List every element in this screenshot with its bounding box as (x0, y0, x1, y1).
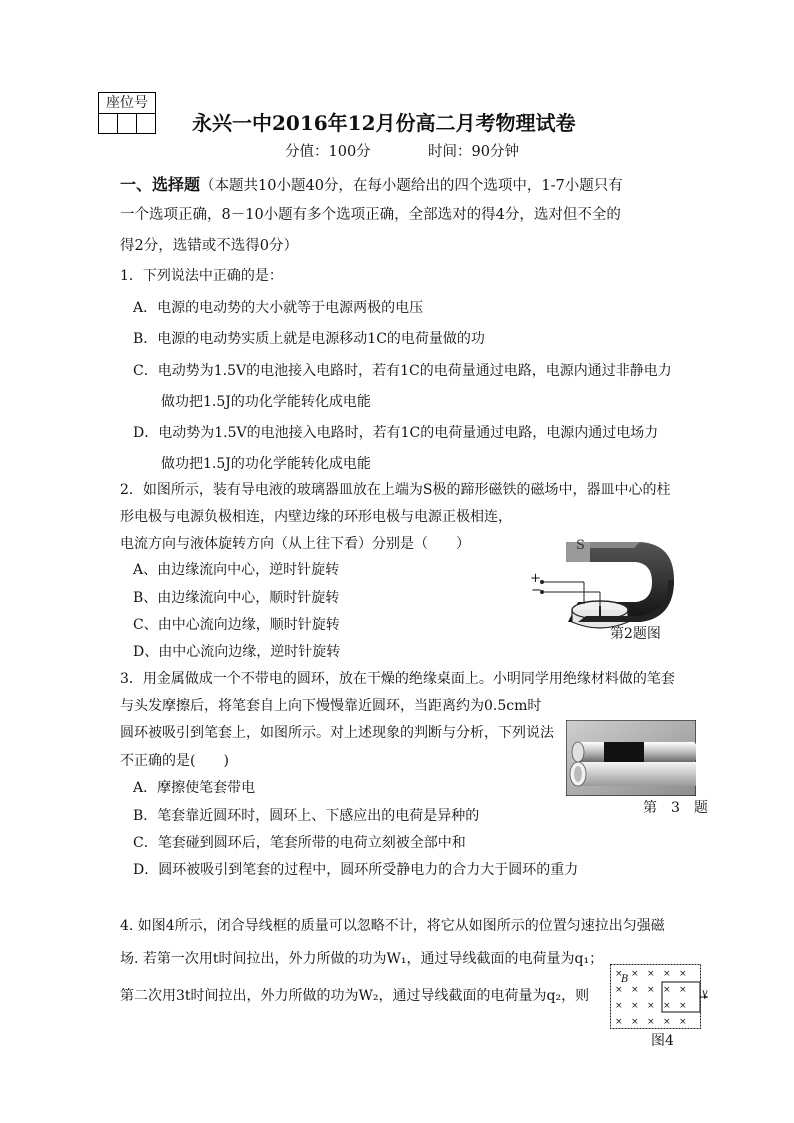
q3-option-b: B．笔套靠近圆环时，圆环上、下感应出的电荷是异种的 (133, 808, 480, 824)
q1-option-c-line2: 做功把1.5J的功化学能转化成电能 (161, 394, 371, 410)
field-cross-marker: × (615, 1017, 623, 1027)
exam-time: 时间：90分钟 (428, 144, 519, 160)
q2-figure-caption: 第2题图 (610, 626, 661, 642)
field-cross-marker: × (631, 1017, 639, 1027)
q2-stem-line3: 电流方向与液体旋转方向（从上往下看）分别是（ ） (120, 536, 470, 552)
exam-title: 永兴一中2016年12月份高二月考物理试卷 (192, 111, 576, 135)
q3-stem-line4: 不正确的是( ) (120, 753, 229, 769)
q2-option-b: B、由边缘流向中心，顺时针旋转 (133, 590, 340, 606)
field-cross-marker: × (647, 969, 655, 979)
q2-option-c: C、由中心流向边缘，顺时针旋转 (133, 617, 340, 633)
field-cross-marker: × (679, 985, 687, 995)
field-cross-marker: × (679, 1017, 687, 1027)
q4-figure-caption: 图4 (651, 1033, 674, 1049)
q3-stem-line3: 圆环被吸引到笔套上，如图所示。对上述现象的判断与分析，下列说法 (120, 725, 554, 741)
exam-score: 分值：100分 (285, 144, 371, 160)
seat-number-box (98, 92, 156, 134)
q4-stem-line3: 第二次用3t时间拉出，外力所做的功为W₂，通过导线截面的电荷量为q₂，则 (120, 988, 590, 1004)
q3-option-a: A．摩擦使笔套带电 (133, 780, 256, 796)
q4-figure-v-label: v (702, 988, 708, 999)
q2-figure-s-pole-label: S (576, 538, 585, 553)
field-cross-marker: × (663, 1017, 671, 1027)
q3-pen-ring-figure (566, 720, 696, 796)
q4-stem-line2: 场. 若第一次用t时间拉出，外力所做的功为W₁，通过导线截面的电荷量为q₁； (120, 951, 604, 967)
q1-option-d-line1: D．电动势为1.5V的电池接入电路时，若有1C的电荷量通过电路，电源内通过电场力 (133, 425, 659, 441)
q1-option-d-line2: 做功把1.5J的功化学能转化成电能 (161, 456, 371, 472)
section1-desc-line2: 一个选项正确，8－10小题有多个选项正确，全部选对的得4分，选对但不全的 (120, 207, 621, 223)
q3-option-d: D．圆环被吸引到笔套的过程中，圆环所受静电力的合力大于圆环的重力 (133, 862, 579, 878)
field-cross-marker: × (679, 969, 687, 979)
field-cross-marker: × (615, 985, 623, 995)
q2-option-a: A、由边缘流向中心，逆时针旋转 (133, 562, 340, 578)
q1-option-b: B．电源的电动势实质上就是电源移动1C的电荷量做的功 (133, 331, 485, 347)
q1-stem: 1．下列说法中正确的是： (120, 268, 283, 284)
field-cross-marker: × (615, 969, 623, 979)
field-cross-marker: × (647, 985, 655, 995)
field-cross-marker: × (647, 1001, 655, 1011)
section1-heading: 一、选择题 (120, 175, 201, 194)
section1-desc-line1: （本题共10小题40分，在每小题给出的四个选项中，1-7小题只有 (200, 178, 623, 194)
section1-intro (120, 172, 623, 195)
section1-desc-line3: 得2分，选错或不选得0分） (120, 238, 298, 254)
q1-option-a: A．电源的电动势的大小就等于电源两极的电压 (133, 300, 424, 316)
q3-stem-line1: 3．用金属做成一个不带电的圆环，放在干燥的绝缘桌面上。小明同学用绝缘材料做的笔套 (120, 671, 675, 687)
seat-number-label: 座位号 (99, 93, 155, 114)
q1-option-c-line1: C．电动势为1.5V的电池接入电路时，若有1C的电荷量通过电路，电源内通过非静电力 (133, 363, 672, 379)
q2-figure-minus-label: − (531, 583, 542, 598)
field-cross-marker: × (615, 1001, 623, 1011)
q3-option-c: C．笔套碰到圆环后，笔套所带的电荷立刻被全部中和 (133, 835, 466, 851)
field-cross-marker: × (663, 969, 671, 979)
field-cross-marker: × (647, 1017, 655, 1027)
seat-number-cells (99, 114, 155, 134)
field-cross-marker: × (663, 985, 671, 995)
q2-stem-line2: 形电极与电源负极相连，内壁边缘的环形电极与电源正极相连， (120, 509, 512, 525)
field-cross-marker: × (631, 969, 639, 979)
q2-option-d: D、由中心流向边缘，逆时针旋转 (133, 644, 341, 660)
q2-figure-plus-label: + (530, 571, 541, 586)
q4-stem-line1: 4. 如图4所示，闭合导线框的质量可以忽略不计，将它从如图所示的位置匀速拉出匀强磁 (120, 918, 665, 934)
field-cross-marker: × (631, 985, 639, 995)
q2-stem-line1: 2．如图所示，装有导电液的玻璃器皿放在上端为S极的蹄形磁铁的磁场中，器皿中心的柱 (120, 482, 671, 498)
q3-figure-caption: 第 3 题 (643, 800, 708, 816)
q4-figure-b-label: B (621, 974, 629, 985)
field-cross-marker: × (663, 1001, 671, 1011)
field-cross-marker: × (631, 1001, 639, 1011)
q3-stem-line2: 与头发摩擦后，将笔套自上向下慢慢靠近圆环，当距离约为0.5cm时 (120, 698, 542, 714)
field-cross-marker: × (679, 1001, 687, 1011)
